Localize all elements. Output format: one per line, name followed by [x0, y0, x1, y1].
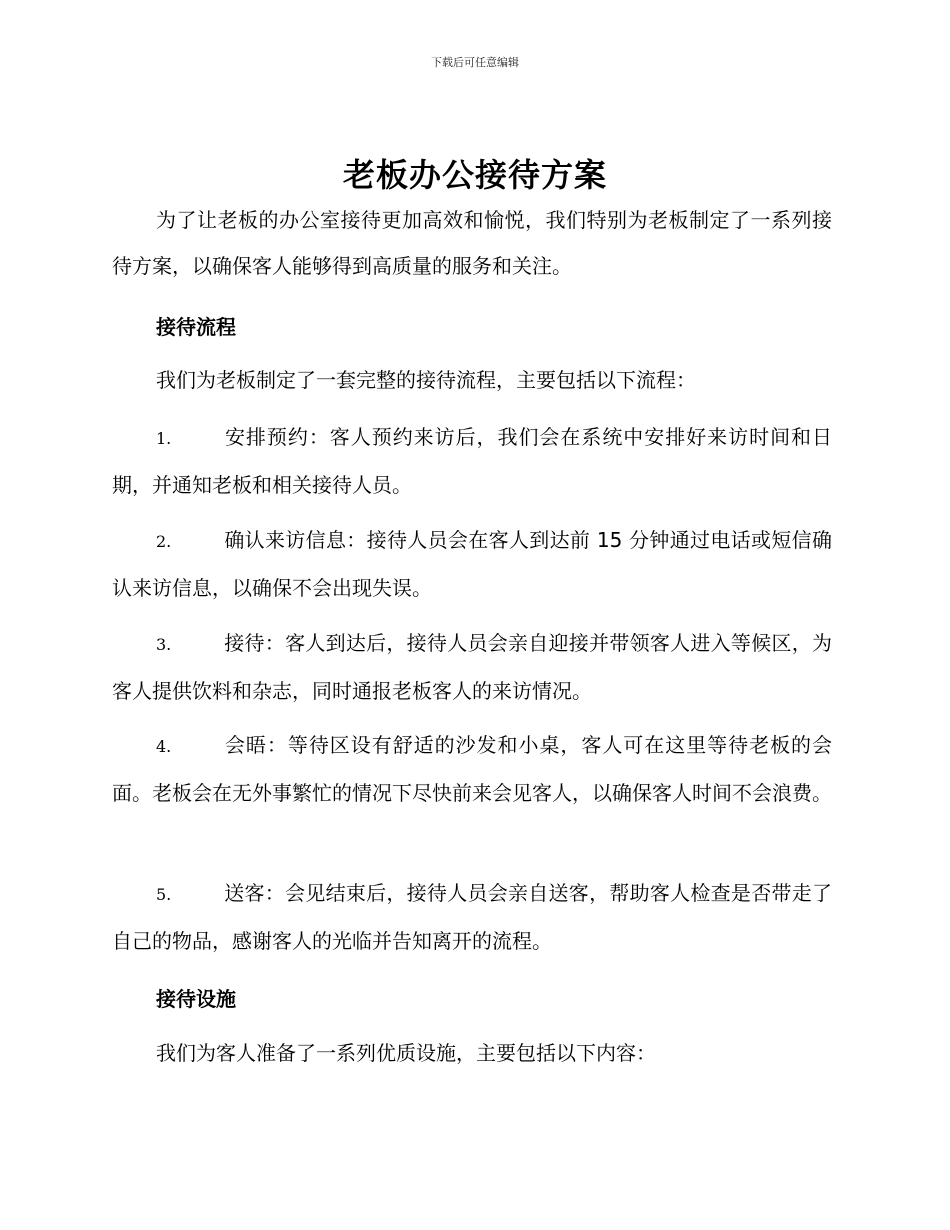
list-item-number: 5. — [156, 885, 172, 904]
section-lead-reception-facilities: 我们为客人准备了一系列优质设施，主要包括以下内容： — [156, 1041, 656, 1065]
list-item-number: 4. — [156, 737, 172, 756]
page-title: 老板办公接待方案 — [342, 156, 607, 194]
section-lead-reception-process: 我们为老板制定了一套完整的接待流程，主要包括以下流程： — [156, 368, 696, 392]
list-item-number: 3. — [156, 635, 172, 654]
list-item-text: 安排预约：客人预约来访后，我们会在系统中安排好来访时间和日期，并通知老板和相关接待人员。 — [112, 425, 832, 497]
list-item-text: 会晤：等待区设有舒适的沙发和小桌，客人可在这里等待老板的会面。老板会在无外事繁忙的情况下尽快前来会见客人，以确保客人时间不会浪费。 — [112, 733, 832, 805]
list-item-number: 2. — [156, 532, 172, 551]
section-heading-reception-facilities: 接待设施 — [156, 987, 236, 1011]
list-item — [112, 414, 832, 508]
list-item-text: 接待：客人到达后，接待人员会亲自迎接并带领客人进入等候区，为客人提供饮料和杂志，同时通报老板客人的来访情况。 — [112, 631, 832, 703]
list-item-text: 确认来访信息：接待人员会在客人到达前 15 分钟通过电话或短信确认来访信息，以确保不会出现失误。 — [112, 528, 832, 600]
intro-paragraph: 为了让老板的办公室接待更加高效和愉悦，我们特别为老板制定了一系列接待方案，以确保客人能够得到高质量的服务和关注。 — [112, 208, 832, 278]
header-note: 下载后可任意编辑 — [431, 56, 519, 69]
list-item — [112, 870, 832, 964]
list-item — [112, 620, 832, 714]
section-heading-reception-process: 接待流程 — [156, 315, 236, 339]
list-item-text: 送客：会见结束后，接待人员会亲自送客，帮助客人检查是否带走了自己的物品，感谢客人的光临并告知离开的流程。 — [112, 881, 832, 953]
list-item — [112, 517, 832, 611]
list-item — [112, 722, 832, 816]
list-item-number: 1. — [156, 429, 172, 448]
